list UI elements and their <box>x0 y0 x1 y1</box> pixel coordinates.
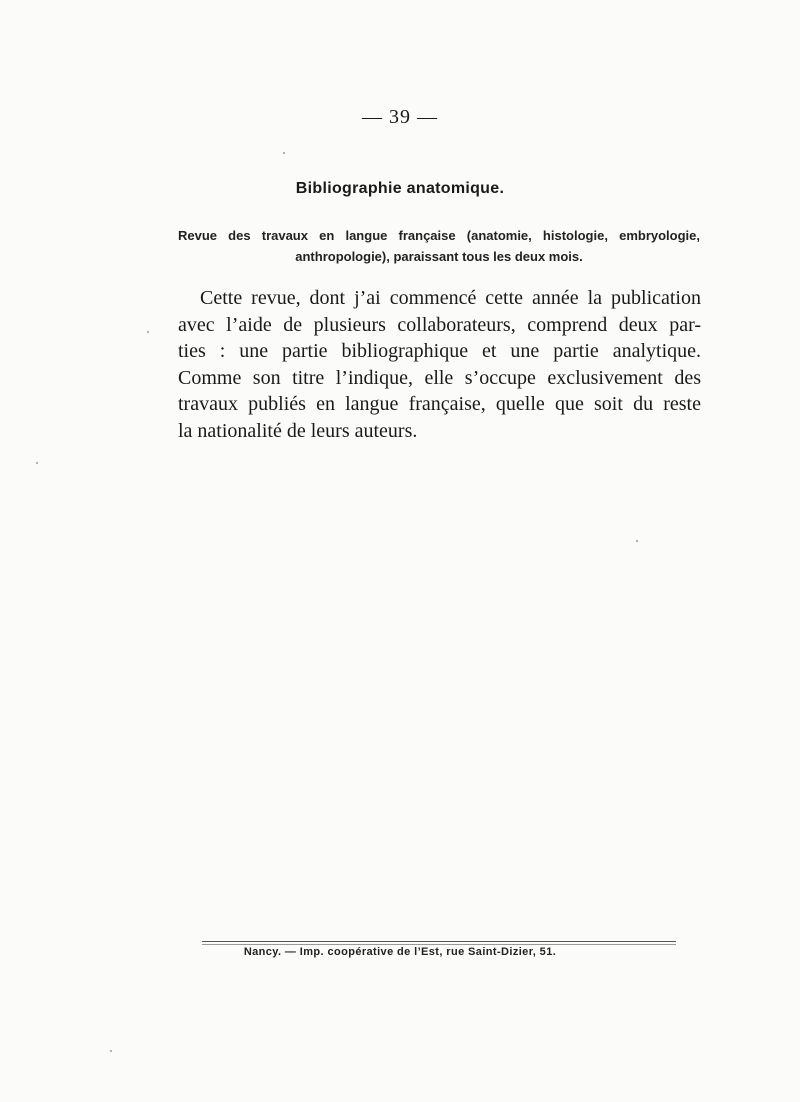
paper-speck <box>147 331 149 333</box>
paper-speck <box>110 1050 112 1052</box>
body-line: ties : une partie bibliographique et une partie analytique. <box>178 340 701 362</box>
body-line: travaux publiés en langue française, quelle que soit du reste <box>178 393 701 415</box>
subtitle-line-1: Revue des travaux en langue française (anatomie, histologie, embryologie, <box>178 228 700 243</box>
section-heading: Bibliographie anatomique. <box>295 180 505 197</box>
footer-rule-secondary <box>202 944 676 945</box>
body-line: avec l’aide de plusieurs collaborateurs, comprend deux par- <box>178 313 701 336</box>
paper-speck <box>283 152 285 154</box>
footer-rule <box>202 941 676 942</box>
body-line: Comme son titre l’indique, elle s’occupe exclusivement des <box>178 366 701 389</box>
subtitle-line-2: anthropologie), paraissant tous les deux mois. <box>295 249 583 264</box>
body-line: Cette revue, dont j’ai commencé cette année la publication <box>200 287 701 309</box>
body-line: la nationalité de leurs auteurs. <box>178 419 418 442</box>
body-paragraph <box>178 285 701 444</box>
section-subtitle <box>178 225 700 267</box>
paper-speck <box>636 540 638 542</box>
paper-speck <box>36 462 38 464</box>
printer-imprint: Nancy. — Imp. coopérative de l’Est, rue Saint-Dizier, 51. <box>243 946 557 958</box>
page-number: — 39 — <box>362 106 438 128</box>
